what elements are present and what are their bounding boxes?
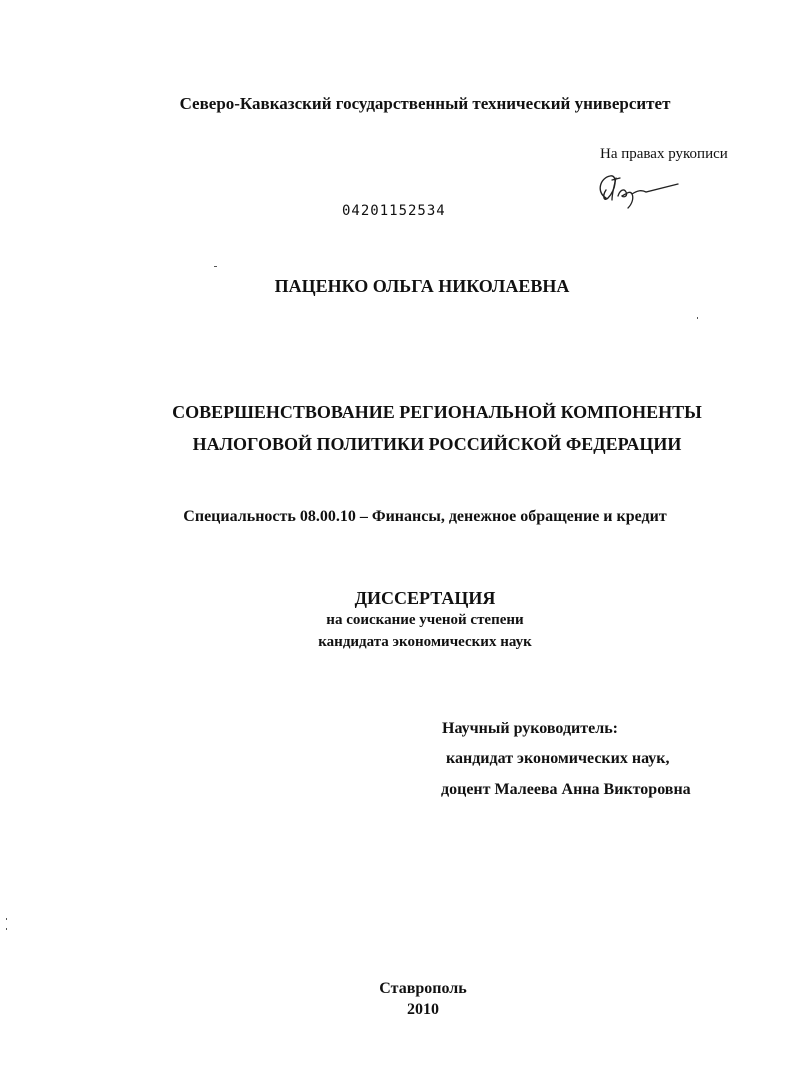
city: Ставрополь: [379, 980, 467, 997]
scan-speck: [214, 266, 217, 267]
year: 2010: [407, 1001, 439, 1018]
handwritten-signature: [592, 168, 682, 212]
advisor-label: Научный руководитель:: [442, 720, 618, 737]
document-type: ДИССЕРТАЦИЯ: [354, 588, 496, 608]
degree-line-2: кандидата экономических наук: [318, 634, 532, 650]
dissertation-title-line-1: СОВЕРШЕНСТВОВАНИЕ РЕГИОНАЛЬНОЙ КОМПОНЕНТЫ: [172, 402, 702, 422]
archive-number: 04201152534: [342, 203, 446, 219]
advisor-degree: кандидат экономических наук,: [446, 750, 670, 767]
dissertation-title-line-2: НАЛОГОВОЙ ПОЛИТИКИ РОССИЙСКОЙ ФЕДЕРАЦИИ: [192, 434, 682, 454]
specialty-line: Специальность 08.00.10 – Финансы, денежное обращение и кредит: [183, 508, 667, 525]
advisor-name: доцент Малеева Анна Викторовна: [441, 781, 691, 798]
scan-speck: [6, 928, 7, 930]
university-name: Северо-Кавказский государственный технический университет: [179, 94, 671, 113]
manuscript-rights-note: На правах рукописи: [600, 146, 728, 162]
degree-line-1: на соискание ученой степени: [326, 612, 524, 628]
scan-speck: [6, 918, 7, 920]
author-name: ПАЦЕНКО ОЛЬГА НИКОЛАЕВНА: [274, 276, 570, 296]
scan-speck: [697, 317, 698, 319]
